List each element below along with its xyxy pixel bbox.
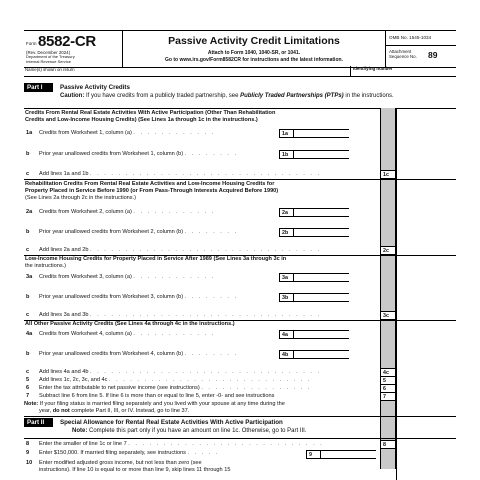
box-4c: 4c xyxy=(380,368,396,377)
field-9[interactable] xyxy=(321,450,376,459)
box-4a: 4a xyxy=(279,330,294,339)
part2-header xyxy=(24,418,456,438)
form-id-block xyxy=(24,31,123,67)
part1-badge: Part I xyxy=(24,83,53,92)
box-2a: 2a xyxy=(279,208,294,217)
line-text: Credits from Worksheet 4, column (a) . . . . . . . . . . . . xyxy=(39,331,216,337)
section1-heading xyxy=(25,110,343,124)
omb-block xyxy=(385,31,456,67)
line-2a-label: Credits from Worksheet 2, column (a) xyxy=(39,209,132,215)
box-3b: 3b xyxy=(279,293,294,302)
line-number: 3a xyxy=(26,274,33,280)
line-number: b xyxy=(26,351,30,357)
box-9: 9 xyxy=(306,450,321,459)
line-3a-label: Credits from Worksheet 3, column (a) xyxy=(39,274,132,280)
section2-heading-line1: Rehabilitation Credits From Rental Real Estate Activities and Low-Income Housing Credits for xyxy=(25,181,275,187)
line-3b-label: Prior year unallowed credits from Worksheet 3, column (b) xyxy=(39,294,184,300)
line-2b-label: Prior year unallowed credits from Worksheet 2, column (b) xyxy=(39,229,184,235)
note-do-not: do not xyxy=(52,408,70,414)
note-filing-status xyxy=(24,401,384,415)
form-prefix: Form xyxy=(26,41,37,46)
line-5-label: Add lines 1c, 2c, 3c, and 4c xyxy=(39,377,108,383)
omb-number: OMB No. 1545-1034 xyxy=(389,35,432,40)
line-number: 6 xyxy=(26,385,30,391)
line-number: 2a xyxy=(26,209,33,215)
attach-instruction: Attach to Form 1040, 1040-SR, or 1041. xyxy=(207,50,301,57)
line-4c-label: Add lines 4a and 4b xyxy=(39,369,89,375)
revision-date: (Rev. December 2024) xyxy=(26,50,71,55)
section2-heading-line2: Property Placed in Service Before 1990 (or From Pass-Through Interests Acquired Before 1990) xyxy=(25,188,279,194)
section3-heading xyxy=(25,256,343,270)
part1-title: Passive Activity Credits xyxy=(60,84,130,91)
box-2c: 2c xyxy=(380,246,396,255)
box-5: 5 xyxy=(380,376,396,385)
box-3a: 3a xyxy=(279,273,294,282)
field-2a[interactable] xyxy=(294,208,349,217)
note-label: Note: xyxy=(24,401,39,407)
box-1b: 1b xyxy=(279,150,294,159)
caution-end: in the instructions. xyxy=(345,93,394,99)
line-text: Add lines 2a and 2b . . . . . . . . . . . . . . . . . . . . . . . . . . . . . . . . . xyxy=(39,247,322,253)
note-line1: If your filing status is married filing separately and you lived with your spouse at any time during the xyxy=(39,401,285,407)
line-8-label: Enter the smaller of line 1c or line 7 xyxy=(39,441,127,447)
box-4b: 4b xyxy=(279,350,294,359)
line-3c-label: Add lines 3a and 3b xyxy=(39,312,89,318)
identifying-number-label: Identifying number xyxy=(350,66,393,76)
line-number: c xyxy=(26,312,30,318)
line-number: 5 xyxy=(26,377,30,383)
section4-heading-line1: All Other Passive Activity Credits (See Lines 4a through 4c in the instructions.) xyxy=(25,321,235,327)
box-6: 6 xyxy=(380,384,396,393)
line-text: Prior year unallowed credits from Worksheet 3, column (b) . . . . . . . . xyxy=(39,294,239,300)
line-number: 10 xyxy=(26,460,33,466)
box-7: 7 xyxy=(380,392,396,401)
field-1b[interactable] xyxy=(294,150,349,159)
part1-header xyxy=(24,83,456,107)
box-1c: 1c xyxy=(380,170,396,179)
line-text: Add lines 3a and 3b . . . . . . . . . . . . . . . . . . . . . . . . . . . . . . . . . xyxy=(39,312,322,318)
attachment-sequence-label xyxy=(389,49,417,59)
goto-instruction: Go to www.irs.gov/Form8582CR for instructions and the latest information. xyxy=(165,56,343,63)
line-2c-label: Add lines 2a and 2b xyxy=(39,247,89,253)
divider xyxy=(24,438,456,439)
form-number: 8582-CR xyxy=(38,33,96,50)
section4-heading xyxy=(25,321,343,328)
line-number: c xyxy=(26,171,30,177)
caution-text: If you have credits from a publicly traded partnership, see xyxy=(86,93,239,99)
section2-heading-line3: (See Lines 2a through 2c in the instructions.) xyxy=(25,195,137,201)
sequence-label: Sequence No. xyxy=(389,54,417,59)
part2-note-label: Note: xyxy=(72,428,88,434)
line-number: b xyxy=(26,229,30,235)
line-number: b xyxy=(26,151,30,157)
line-10-text1: Enter modified adjusted gross income, but not less than zero (see xyxy=(39,460,202,466)
part1-caution xyxy=(60,93,394,100)
line-10-text2: instructions). If line 10 is equal to or more than line 9, skip lines 11 through 15 xyxy=(39,467,231,473)
field-1a[interactable] xyxy=(294,129,349,138)
line-text xyxy=(39,460,339,474)
line-number: 8 xyxy=(26,441,30,447)
line-text: Add lines 4a and 4b . . . . . . . . . . . . . . . . . . . . . . . . . . . . . . . . . xyxy=(39,369,322,375)
divider xyxy=(24,416,456,417)
line-text: Enter the tax attributable to net passive income (see instructions) . . . . . . . . . . . . . . . . xyxy=(39,385,312,391)
box-1a: 1a xyxy=(279,129,294,138)
attachment-label: Attachment xyxy=(389,49,412,54)
section2-heading xyxy=(25,181,343,202)
part2-note-text: Complete this part only if you have an amount on line 1c. Otherwise, go to Part III. xyxy=(89,428,307,434)
department-block xyxy=(26,55,75,64)
line-1a-label: Credits from Worksheet 1, column (a) xyxy=(39,130,132,136)
field-3a[interactable] xyxy=(294,273,349,282)
line-6-label: Enter the tax attributable to net passive income (see instructions) xyxy=(39,385,200,391)
line-text: Prior year unallowed credits from Worksheet 4, column (b) . . . . . . . . xyxy=(39,351,239,357)
part2-note xyxy=(72,428,306,435)
box-2b: 2b xyxy=(279,228,294,237)
line-text: Add lines 1c, 2c, 3c, and 4c . . . . . . . . . . . . . . . . . . . . . . . . . . . . . xyxy=(39,377,312,383)
form-title: Passive Activity Credit Limitations xyxy=(168,35,340,47)
line-text: Prior year unallowed credits from Worksheet 1, column (b) . . . . . . . . xyxy=(39,151,239,157)
field-2b[interactable] xyxy=(294,228,349,237)
section3-heading-line2: the instructions.) xyxy=(25,263,67,269)
line-text: Credits from Worksheet 2, column (a) . . . . . . . . . . . . xyxy=(39,209,216,215)
box-8: 8 xyxy=(380,440,396,449)
divider xyxy=(24,179,456,180)
line-text: Prior year unallowed credits from Worksheet 2, column (b) . . . . . . . . xyxy=(39,229,239,235)
line-text: Add lines 1a and 1b . . . . . . . . . . . . . . . . . . . . . . . . . . . . . . . . . xyxy=(39,171,322,177)
department-name: Department of the Treasury xyxy=(26,54,75,59)
omb-divider xyxy=(386,45,456,46)
line-text: Credits from Worksheet 3, column (a) . . . . . . . . . . . . xyxy=(39,274,216,280)
form-header xyxy=(24,30,456,68)
line-number: 9 xyxy=(26,450,30,456)
line-4a-label: Credits from Worksheet 4, column (a) xyxy=(39,331,132,337)
line-number: 1a xyxy=(26,130,33,136)
part2-badge: Part II xyxy=(24,418,53,427)
line-text: Credits from Worksheet 1, column (a) . . . . . . . . . . . . xyxy=(39,130,216,136)
part2-title: Special Allowance for Rental Real Estate Activities With Active Participation xyxy=(60,419,283,426)
names-label: Name(s) shown on return xyxy=(25,67,75,72)
caution-reference: Publicly Traded Partnerships (PTPs) xyxy=(240,93,344,99)
field-4a[interactable] xyxy=(294,330,349,339)
field-3b[interactable] xyxy=(294,293,349,302)
line-4b-label: Prior year unallowed credits from Worksheet 4, column (b) xyxy=(39,351,184,357)
name-row xyxy=(24,66,456,77)
form-title-block xyxy=(122,31,386,67)
section1-heading-line1: Credits From Rental Real Estate Activities With Active Participation (Other Than Rehabilitation xyxy=(25,110,276,116)
box-3c: 3c xyxy=(380,311,396,320)
line-text: Enter the smaller of line 1c or line 7 . . . . . . . . . . . . . . . . . . . . . . . . . . . . xyxy=(39,441,324,447)
line-number: b xyxy=(26,294,30,300)
service-name: Internal Revenue Service xyxy=(26,58,71,64)
line-text xyxy=(39,393,274,399)
line-1b-label: Prior year unallowed credits from Worksheet 1, column (b) xyxy=(39,151,184,157)
caution-label: Caution: xyxy=(60,93,85,99)
line-number: c xyxy=(26,247,30,253)
section1-heading-line2: Credits and Low-Income Housing Credits) (See Lines 1a through 1c in the instructions.) xyxy=(25,117,258,123)
line-number: 4a xyxy=(26,331,33,337)
section3-heading-line1: Low-Income Housing Credits for Property Placed in Service After 1989 (See Lines 3a through 3c in xyxy=(25,256,287,262)
note-line2a: year, xyxy=(39,408,52,414)
line-7-label: Subtract line 6 from line 5. If line 6 is more than or equal to line 5, enter -0- and see instructions xyxy=(39,393,275,399)
field-4b[interactable] xyxy=(294,350,349,359)
line-text: Enter $150,000. If married filing separately, see instructions . . . . . xyxy=(39,450,220,456)
note-line2c: complete Part II, III, or IV. Instead, go to line 37. xyxy=(71,408,190,414)
line-9-label: Enter $150,000. If married filing separately, see instructions xyxy=(39,450,186,456)
line-number: c xyxy=(26,369,30,375)
line-number: 7 xyxy=(26,393,30,399)
line-1c-label: Add lines 1a and 1b xyxy=(39,171,89,177)
sequence-number: 89 xyxy=(428,50,438,60)
